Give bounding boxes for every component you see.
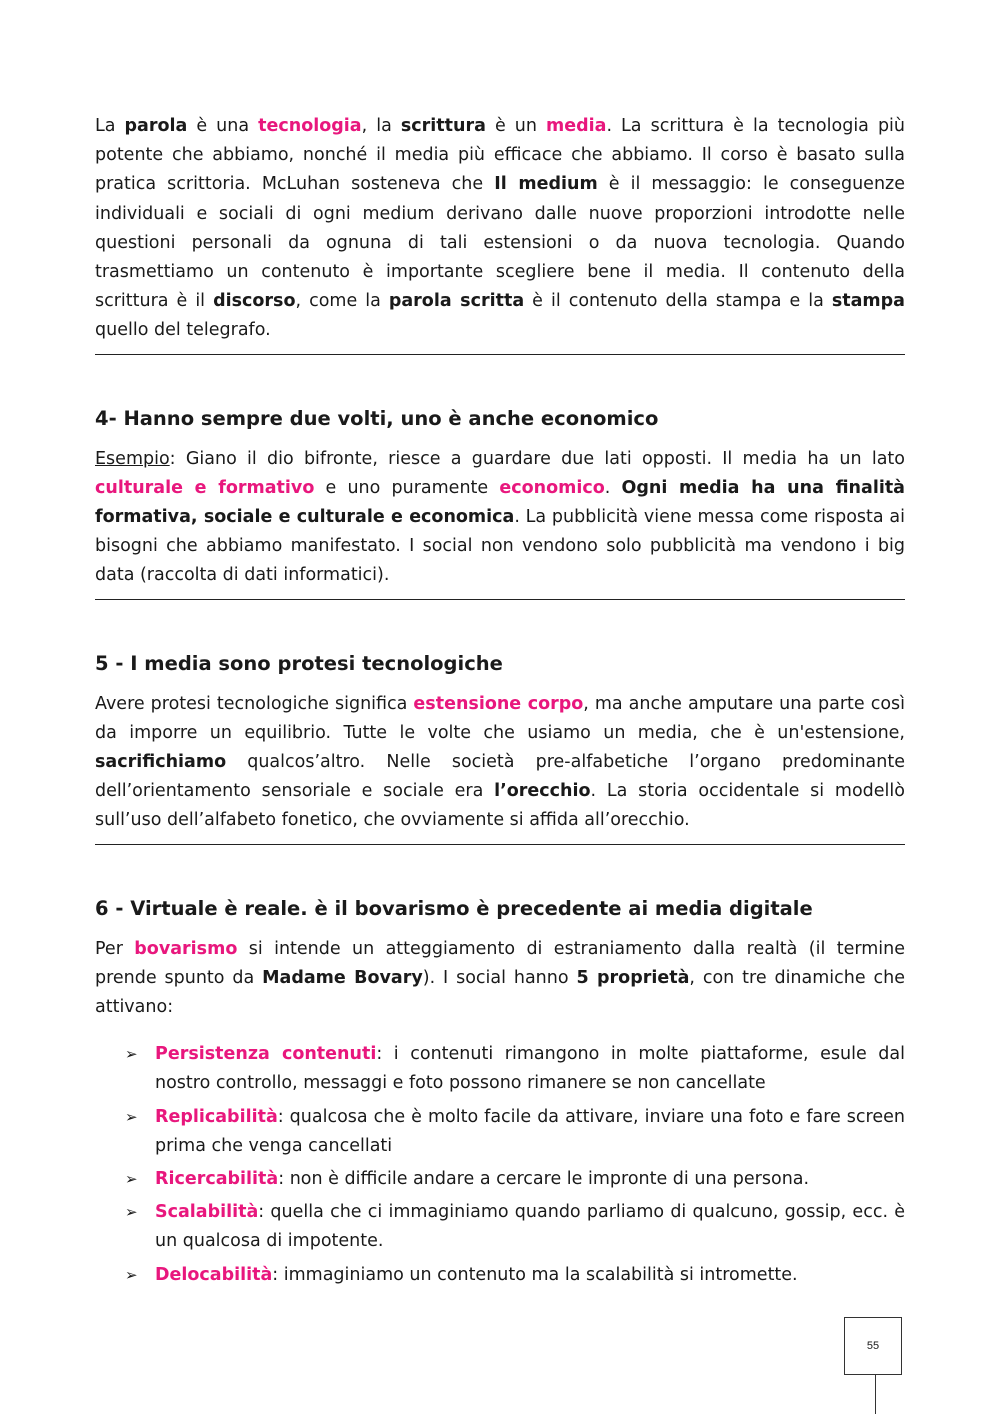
text: Avere protesi tecnologiche significa: [95, 693, 414, 714]
intro-paragraph: [95, 112, 905, 346]
text: .: [604, 477, 622, 498]
highlight-term: Ricercabilità: [155, 1169, 279, 1190]
highlight-term: Scalabilità: [155, 1202, 259, 1223]
text: , ma anche amputare una parte così da imporre un equilibrio. Tutte le volte che usiamo un media, che è un'estensione,: [95, 693, 906, 743]
bold-term: sacrifichiamo: [95, 752, 227, 773]
arrow-bullet-icon: ➢: [125, 1265, 138, 1284]
bold-term: scrittura: [400, 116, 486, 136]
section-divider: [95, 844, 905, 845]
properties-list: [95, 1040, 905, 1290]
list-item: [95, 1198, 905, 1256]
text: : immaginiamo un contenuto ma la scalabilità si intromette.: [272, 1264, 798, 1285]
highlight-term: economico: [499, 477, 605, 498]
list-item: [95, 1103, 905, 1161]
bold-term: parola scritta: [388, 291, 525, 312]
text: e uno puramente: [314, 477, 500, 498]
text: La: [95, 116, 125, 136]
underlined-term: Esempio: [95, 448, 170, 469]
list-item: [95, 1040, 905, 1098]
highlight-term: tecnologia: [258, 116, 362, 136]
page-number-box: [844, 1317, 902, 1375]
highlight-term: Replicabilità: [155, 1106, 278, 1127]
text: . La storia occidentale si modellò sull’uso dell’alfabeto fonetico, che ovviamente si affida all’orecchio.: [95, 781, 905, 831]
section-5-paragraph: [95, 690, 905, 836]
bold-term: stampa: [831, 291, 905, 312]
bold-term: l’orecchio: [494, 781, 591, 802]
arrow-bullet-icon: ➢: [125, 1107, 138, 1126]
bold-term: Ogni media ha una finalità formativa, sociale e culturale e economica: [95, 477, 905, 528]
text: , con tre dinamiche che attivano:: [95, 967, 905, 1018]
text: è un: [485, 116, 546, 136]
text: quello del telegrafo.: [95, 320, 271, 341]
text: : qualcosa che è molto facile da attivare, inviare una foto e fare screen prima che venga cancellati: [155, 1106, 905, 1156]
arrow-bullet-icon: ➢: [125, 1045, 138, 1064]
highlight-term: estensione corpo: [413, 693, 584, 714]
text: : i contenuti rimangono in molte piattaforme, esule dal nostro controllo, messaggi e foto possono rimanere se non cancellate: [155, 1044, 905, 1094]
text: , la: [361, 116, 401, 136]
section-6-paragraph: [95, 935, 905, 1023]
text: si intende un atteggiamento di estraniamento dalla realtà (il termine prende spunto da: [95, 938, 905, 988]
text: . La scrittura è la tecnologia più potente che abbiamo, nonché il media più efficace che abbiamo. Il corso è basato sulla pratica scrittoria. McLuhan sosteneva che: [95, 116, 906, 195]
bold-term: 5 proprietà: [576, 967, 690, 988]
text: : non è difficile andare a cercare le impronte di una persona.: [278, 1169, 810, 1190]
text: è il messaggio: le conseguenze individuali e sociali di ogni medium derivano dalle nuove proporzioni introdotte nelle questioni personali da ognuna di tali estensioni o da nuova tecnologia. Quando trasmettiamo un contenuto è importante scegliere bene il media. Il contenuto della scrittura è il: [95, 174, 905, 312]
section-5-heading: 5 - I media sono protesi tecnologiche: [95, 651, 503, 675]
text: : Giano il dio bifronte, riesce a guardare due lati opposti. Il media ha un lato: [169, 448, 905, 469]
text: : quella che ci immaginiamo quando parliamo di qualcuno, gossip, ecc. è un qualcosa di impotente.: [155, 1202, 905, 1252]
bold-term: Il medium: [494, 174, 598, 195]
bold-term: discorso: [213, 291, 296, 312]
text: ). I social hanno: [422, 967, 577, 988]
text: Per: [95, 938, 135, 959]
page-number-stem: [875, 1375, 876, 1414]
section-divider: [95, 354, 905, 355]
text: è una: [187, 116, 259, 136]
highlight-term: culturale e formativo: [95, 477, 315, 498]
section-6-heading: 6 - Virtuale è reale. è il bovarismo è precedente ai media digitale: [95, 896, 813, 920]
list-item: [95, 1165, 905, 1194]
document-page: [95, 112, 905, 1290]
section-4-paragraph: [95, 445, 905, 591]
arrow-bullet-icon: ➢: [125, 1170, 138, 1189]
text: qualcos’altro. Nelle società pre-alfabetiche l’organo predominante dell’orientamento sensoriale e sociale era: [95, 752, 905, 802]
text: è il contenuto della stampa e la: [524, 291, 832, 312]
bold-term: Madame Bovary: [262, 967, 423, 988]
list-item: [95, 1261, 905, 1290]
arrow-bullet-icon: ➢: [125, 1203, 138, 1222]
highlight-term: Persistenza contenuti: [155, 1044, 377, 1065]
section-divider: [95, 599, 905, 600]
highlight-term: media: [546, 116, 607, 136]
page-number: 55: [866, 1340, 880, 1352]
section-4-heading: 4- Hanno sempre due volti, uno è anche economico: [95, 406, 659, 430]
highlight-term: bovarismo: [134, 938, 238, 959]
text: , come la: [295, 291, 389, 312]
highlight-term: Delocabilità: [155, 1264, 273, 1285]
bold-term: parola: [124, 116, 188, 136]
text: . La pubblicità viene messa come risposta ai bisogni che abbiamo manifestato. I social non vendono solo pubblicità ma vendono i big data (raccolta di dati informatici).: [95, 507, 905, 586]
